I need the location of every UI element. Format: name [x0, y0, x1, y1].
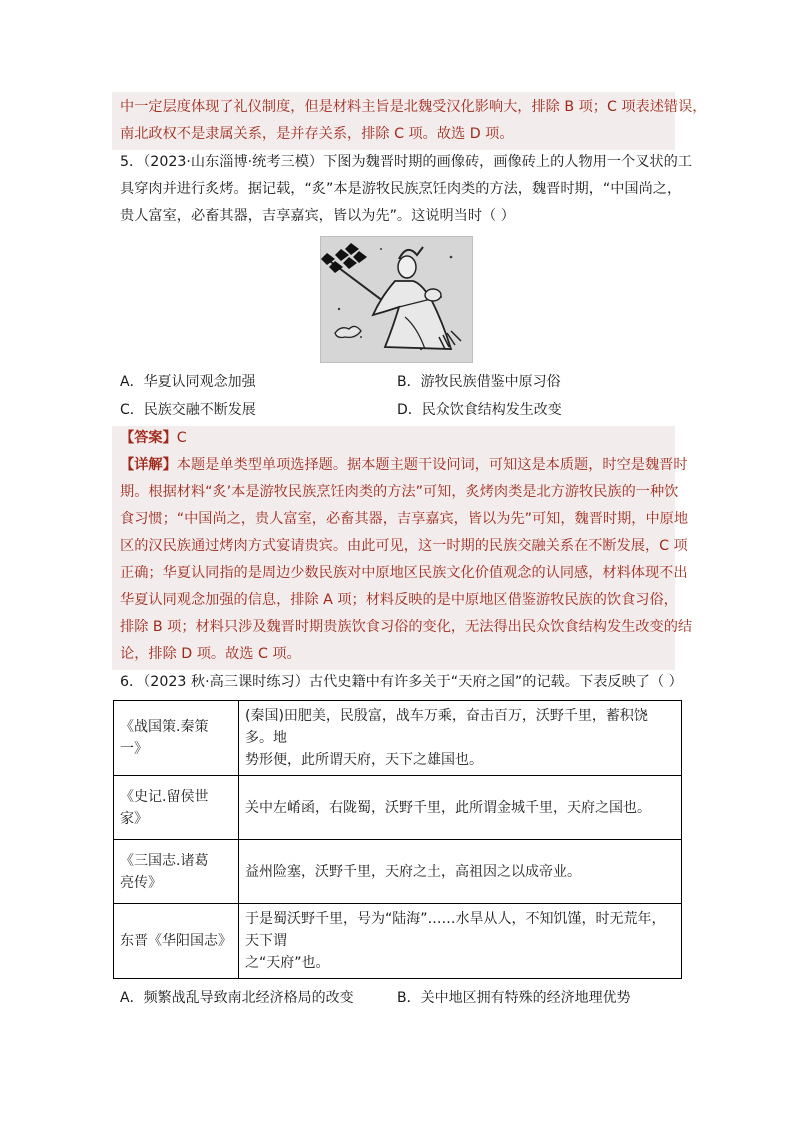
- tianfu-records-table: [113, 700, 682, 979]
- record-line: 势形便，此所谓天府，天下之雄国也。: [245, 752, 483, 768]
- record-cell: [239, 776, 682, 840]
- q5-analysis-line-2: 期。根据材料“炙’本是游牧民族烹饪肉类的方法”可知，炙烤肉类是北方游牧民族的一种饮: [120, 484, 679, 500]
- q5-stem-line-3: 贵人富室，必畜其器，吉享嘉宾，皆以为先”。这说明当时（ ）: [120, 208, 515, 224]
- source-cell: [114, 701, 239, 776]
- record-cell: [239, 840, 682, 904]
- q6-stem: 6．（2023 秋·高三课时练习）古代史籍中有许多关于“天府之国”的记载。下表反映了（ ）: [120, 674, 683, 690]
- prev-analysis-line-2: 南北政权不是隶属关系，是并存关系，排除 C 项。故选 D 项。: [120, 126, 514, 142]
- source-cell: [114, 840, 239, 904]
- analysis-text: 本题是单类型单项选择题。据本题主题干设问词，可知这是本质题，时空是魏晋时: [176, 457, 688, 473]
- q5-option-a: A．华夏认同观念加强: [120, 374, 256, 390]
- q5-stem-line-2: 具穿肉并进行炙烤。据记载，“炙”本是游牧民族烹饪肉类的方法，魏晋时期，“中国尚之，: [120, 181, 682, 197]
- brick-painting-figure: [321, 237, 472, 362]
- q5-analysis-line-4: 区的汉民族通过烤肉方式宴请贵宾。由此可见，这一时期的民族交融关系在不断发展，C 项: [120, 538, 688, 554]
- record-cell: [239, 701, 682, 776]
- record-line: 之“天府”也。: [245, 955, 330, 971]
- prev-analysis-line-1: 中一定层度体现了礼仪制度，但是材料主旨是北魏受汉化影响大，排除 B 项；C 项表述错误，: [120, 99, 707, 115]
- source-cell: [114, 904, 239, 979]
- answer-label: 【答案】: [120, 430, 177, 446]
- answer-value: C: [176, 430, 187, 446]
- table-row: [114, 840, 682, 904]
- q5-analysis-line-7: 排除 B 项；材料只涉及魏晋时期贵族饮食习俗的变化，无法得出民众饮食结构发生改变的结: [120, 619, 693, 635]
- record-line: 益州险塞，沃野千里，天府之土，高祖因之以成帝业。: [245, 863, 581, 880]
- q6-option-b: B．关中地区拥有特殊的经济地理优势: [397, 990, 631, 1006]
- source-line: 《三国志.诸葛: [120, 852, 209, 869]
- q5-analysis-line-1: [120, 455, 688, 475]
- q5-analysis-line-8: 论，排除 D 项。故选 C 项。: [120, 646, 301, 662]
- source-line: 亮传》: [120, 874, 162, 891]
- source-line: 一》: [120, 741, 148, 757]
- record-cell: [239, 904, 682, 979]
- record-line: (秦国)田肥美，民殷富，战车万乘，奋击百万，沃野千里，蓄积饶多。地: [245, 708, 648, 746]
- record-line: 于是蜀沃野千里，号为“陆海”……水旱从人，不知饥馑，时无荒年，天下谓: [245, 911, 666, 949]
- table-row: [114, 701, 682, 776]
- q5-answer-line: [120, 428, 187, 448]
- source-line: 《战国策.秦策: [120, 719, 209, 735]
- analysis-label: 【详解】: [120, 457, 177, 473]
- brick-painting-image: [320, 236, 473, 363]
- q5-option-d: D．民众饮食结构发生改变: [397, 402, 562, 418]
- source-cell: [114, 776, 239, 840]
- source-line: 东晋《华阳国志》: [120, 933, 232, 949]
- q6-option-a: A．频繁战乱导致南北经济格局的改变: [120, 990, 354, 1006]
- record-line: 关中左崤函，右陇蜀，沃野千里，此所谓金城千里，天府之国也。: [245, 799, 651, 816]
- source-line: 家》: [120, 810, 148, 827]
- table-row: [114, 776, 682, 840]
- table-row: [114, 904, 682, 979]
- q5-analysis-line-6: 华夏认同观念加强的信息，排除 A 项；材料反映的是中原地区借鉴游牧民族的饮食习俗，: [120, 592, 678, 608]
- q5-analysis-line-3: 食习惯；“中国尚之，贵人富室，必畜其器，吉享嘉宾，皆以为先”可知，魏晋时期，中原地: [120, 511, 689, 527]
- q5-option-b: B．游牧民族借鉴中原习俗: [397, 374, 561, 390]
- q5-option-c: C．民族交融不断发展: [120, 402, 256, 418]
- q5-analysis-line-5: 正确；华夏认同指的是周边少数民族对中原地区民族文化价值观念的认同感，材料体现不出: [120, 565, 688, 581]
- q5-stem-line-1: 5．（2023·山东淄博·统考三模）下图为魏晋时期的画像砖，画像砖上的人物用一个叉状的工: [120, 154, 692, 170]
- source-line: 《史记.留侯世: [120, 788, 209, 805]
